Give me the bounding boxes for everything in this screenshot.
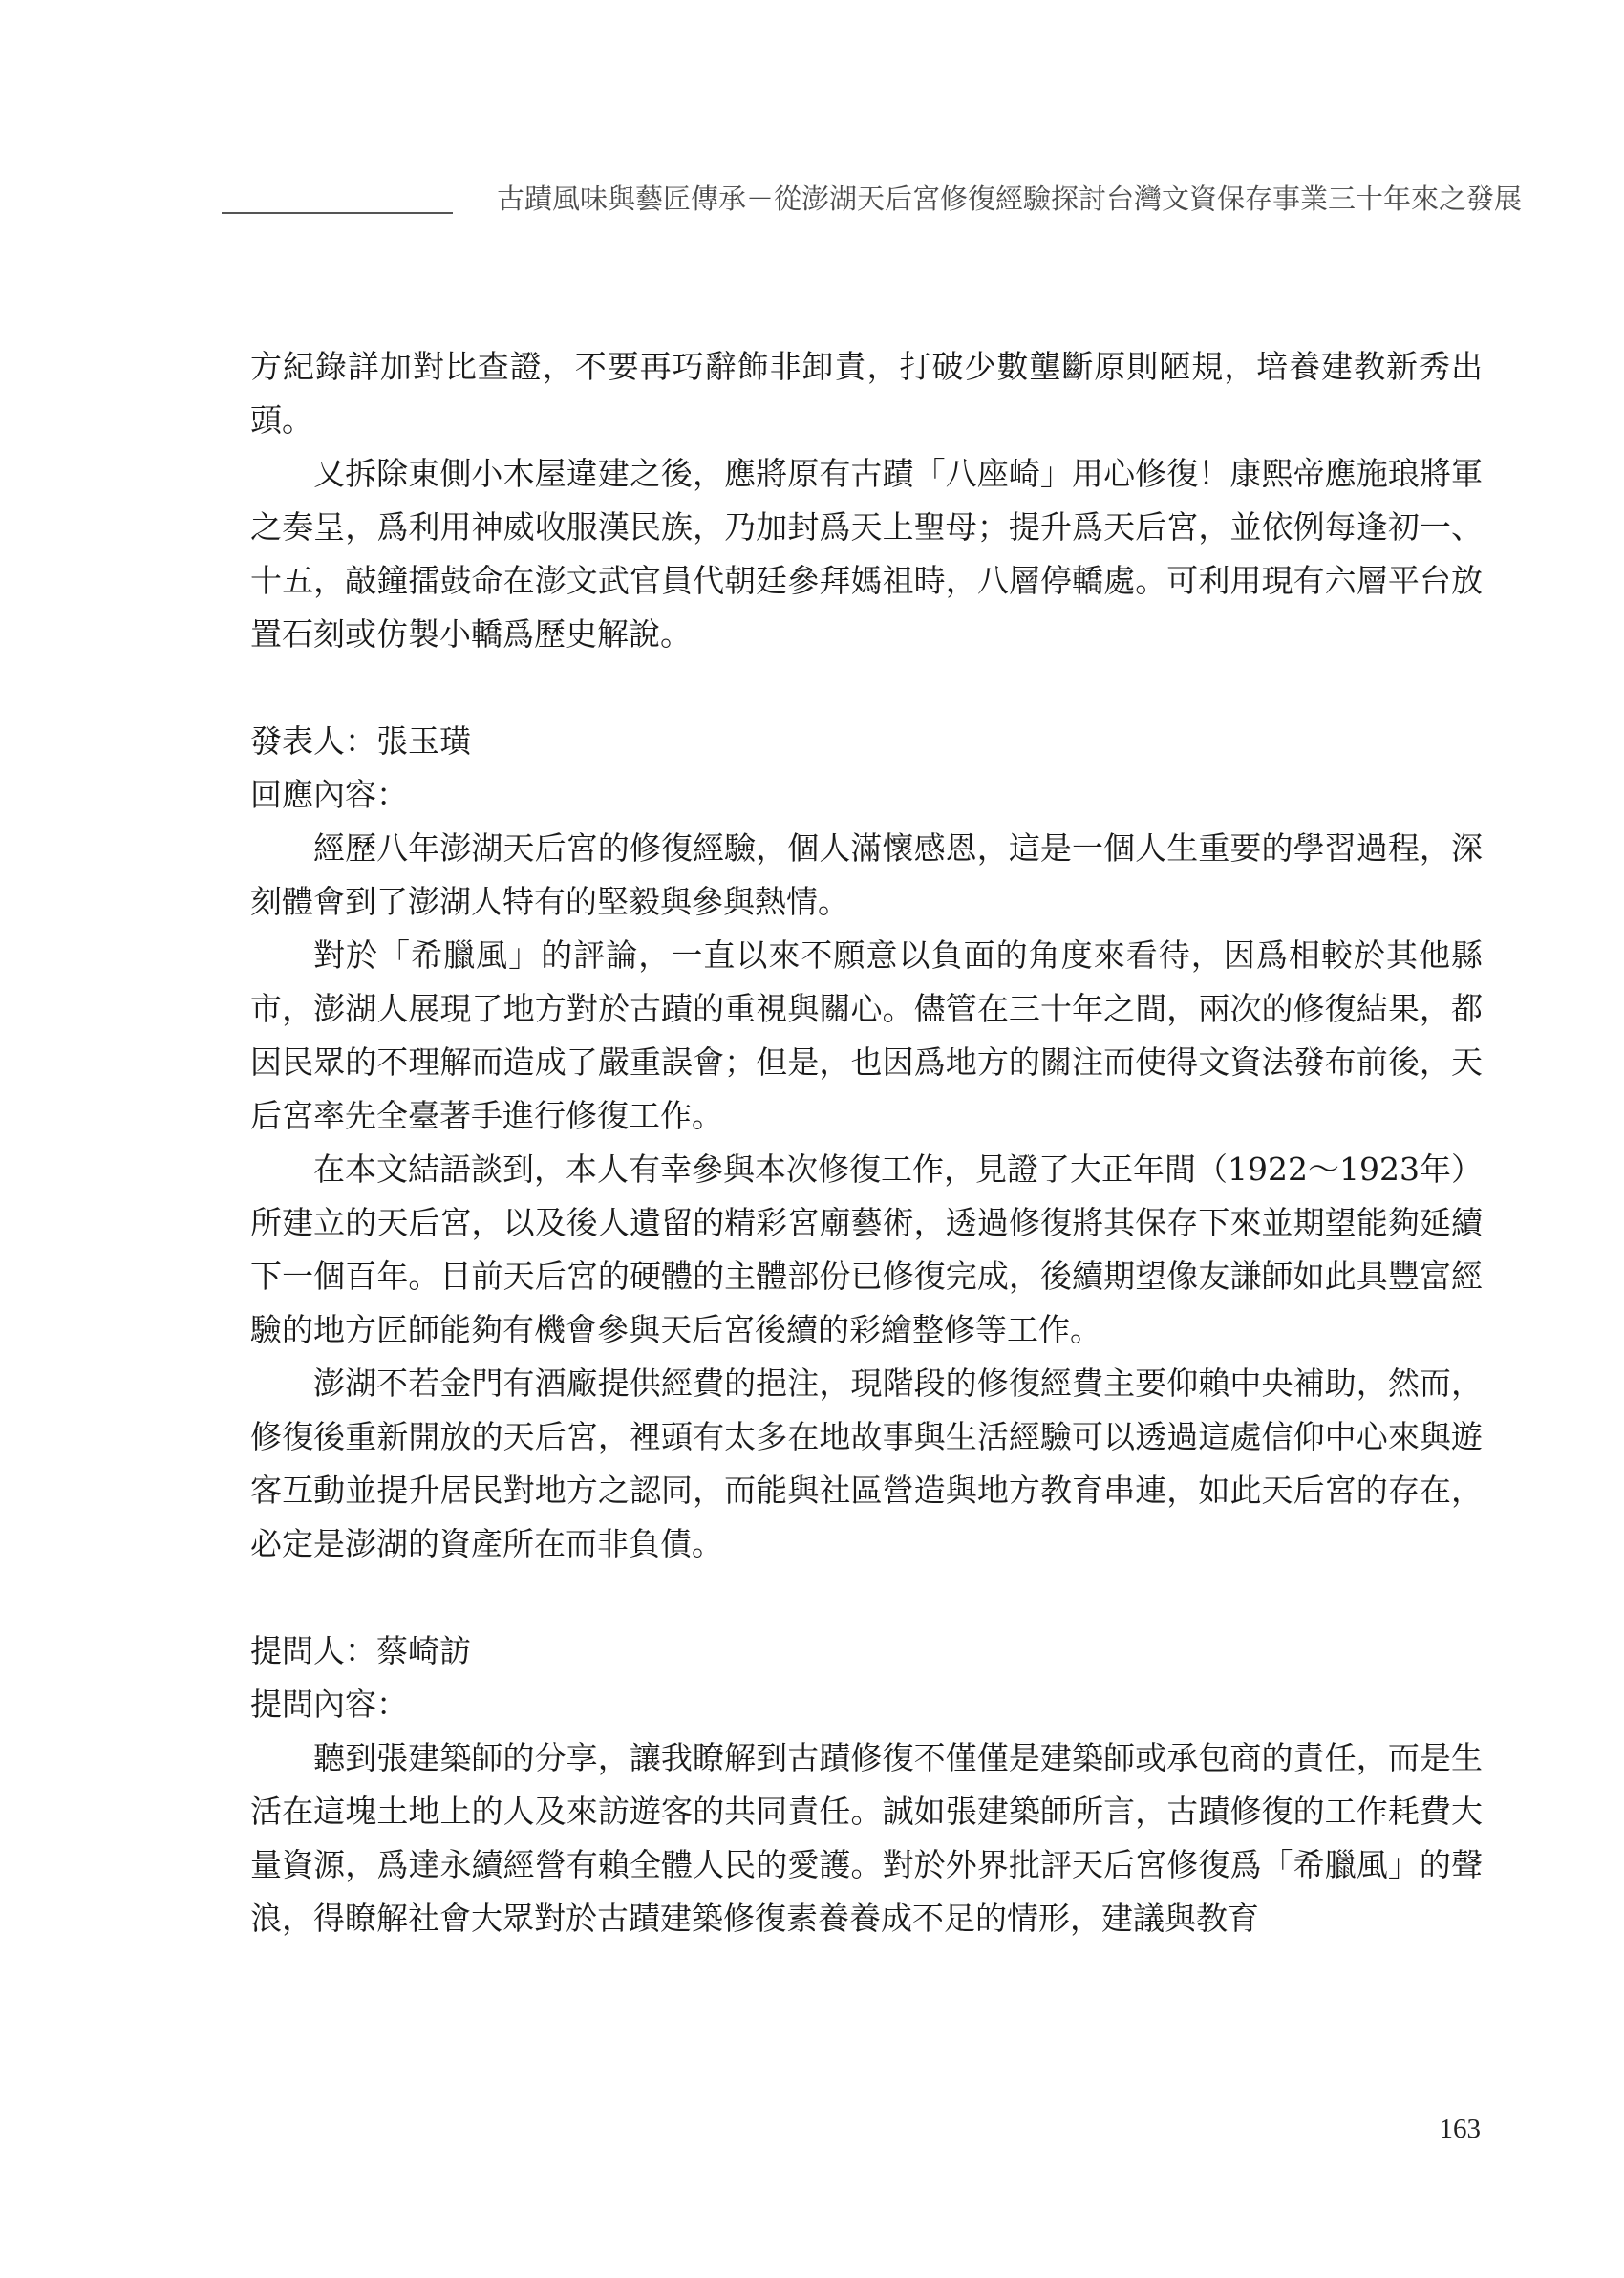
paragraph-bazuoqi: 又拆除東側小木屋違建之後，應將原有古蹟「八座崎」用心修復！康熙帝應施琅將軍之奏呈，爲利用神威收服漢民族，乃加封爲天上聖母；提升爲天后宮，並依例每逢初一、十五，敲鐘擂鼓命在澎文武官員代朝廷參拜媽祖時，八層停轎處。可利用現有六層平台放置石刻或仿製小轎爲歷史解說。 (250, 455, 1483, 653)
speaker-label: 發表人：張玉璜 (250, 722, 471, 760)
paragraph-greek-style: 對於「希臘風」的評論，一直以來不願意以負面的角度來看待，因爲相較於其他縣市，澎湖人展現了地方對於古蹟的重視與關心。儘管在三十年之間，兩次的修復結果，都因民眾的不理解而造成了嚴重誤會；但是，也因爲地方的關注而使得文資法發布前後，天后宮率先全臺著手進行修復工作。 (250, 936, 1483, 1134)
page-body (250, 340, 1483, 1945)
running-head-title: 古蹟風味與藝匠傳承－從澎湖天后宮修復經驗探討台灣文資保存事業三十年來之發展 (497, 183, 1523, 215)
response-heading: 回應內容： (250, 776, 408, 813)
section-gap (250, 1571, 1483, 1624)
paragraph-question: 聽到張建築師的分享，讓我瞭解到古蹟修復不僅僅是建築師或承包商的責任，而是生活在這塊土地上的人及來訪遊客的共同責任。誠如張建築師所言，古蹟修復的工作耗費大量資源，爲達永續經營有賴全體人民的愛護。對於外界批評天后宮修復爲「希臘風」的聲浪，得瞭解社會大眾對於古蹟建築修復素養養成不足的情形，建議與教育 (250, 1739, 1483, 1937)
questioner-label: 提問人：蔡崎訪 (250, 1632, 471, 1669)
paragraph-continuation: 方紀錄詳加對比查證，不要再巧辭飾非卸責，打破少數壟斷原則陋規，培養建教新秀出頭。 (250, 348, 1483, 439)
section-gap (250, 661, 1483, 715)
paragraph-conclusion: 在本文結語談到，本人有幸參與本次修復工作，見證了大正年間（1922～1923年）所建立的天后宮，以及後人遺留的精彩宮廟藝術，透過修復將其保存下來並期望能夠延續下一個百年。目前天后宮的硬體的主體部份已修復完成，後續期望像友謙師如此具豐富經驗的地方匠師能夠有機會參與天后宮後續的彩繪整修等工作。 (250, 1150, 1483, 1348)
paragraph-funding: 澎湖不若金門有酒廠提供經費的挹注，現階段的修復經費主要仰賴中央補助，然而，修復後重新開放的天后宮，裡頭有太多在地故事與生活經驗可以透過這處信仰中心來與遊客互動並提升居民對地方之認同，而能與社區營造與地方教育串連，如此天后宮的存在，必定是澎湖的資產所在而非負債。 (250, 1365, 1483, 1562)
question-heading: 提問內容： (250, 1686, 408, 1723)
page-number: 163 (1439, 2114, 1481, 2144)
paragraph-gratitude: 經歷八年澎湖天后宮的修復經驗，個人滿懷感恩，這是一個人生重要的學習過程，深刻體會到了澎湖人特有的堅毅與參與熱情。 (250, 829, 1483, 920)
header-rule (222, 212, 453, 214)
